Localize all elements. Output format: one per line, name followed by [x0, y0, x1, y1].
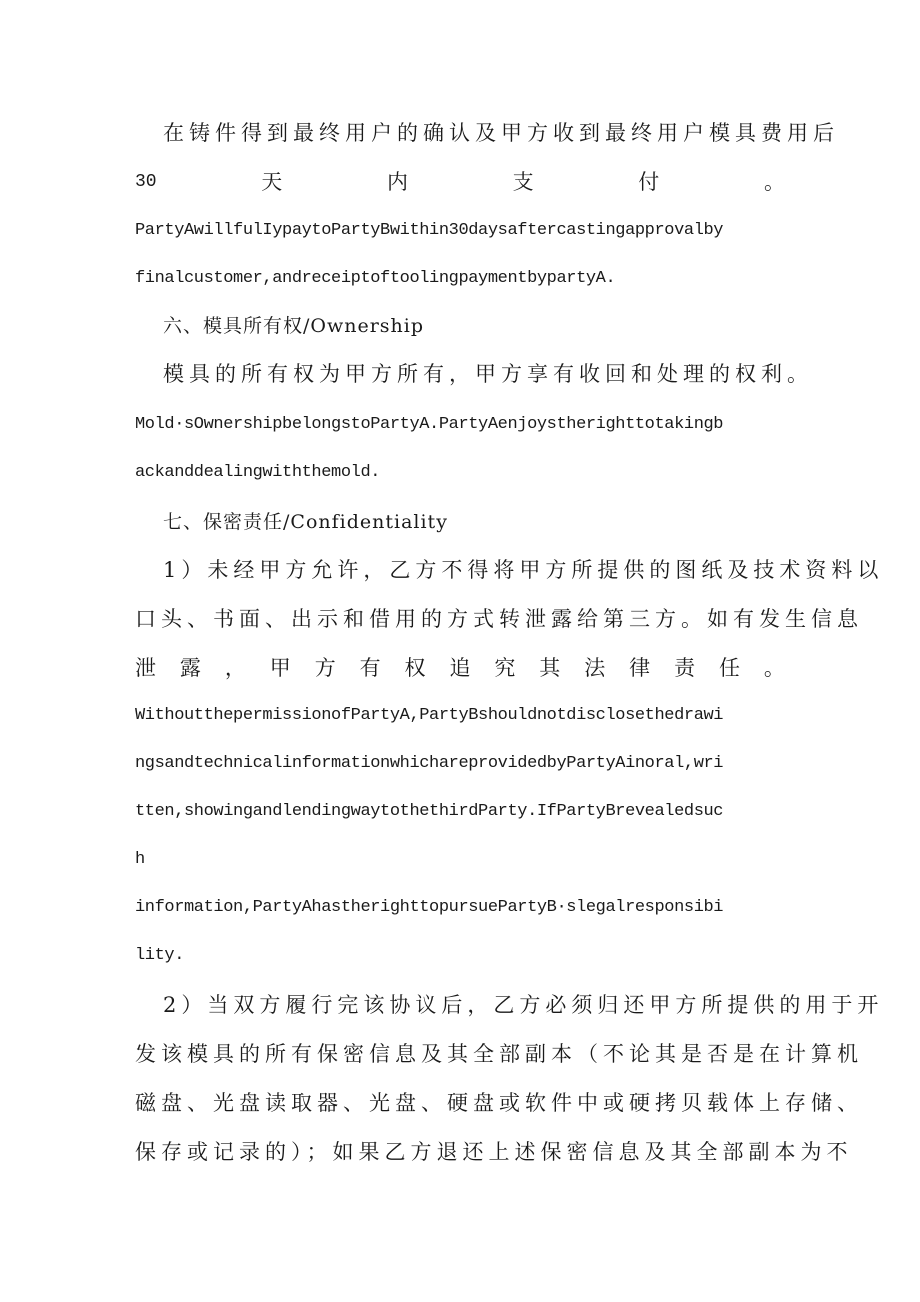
spread-char: 律 — [629, 656, 651, 680]
section-heading: 六、模具所有权/Ownership — [163, 315, 425, 337]
spread-char: 追 — [449, 656, 471, 680]
text-line: Mold·sOwnershipbelongstoPartyA.PartyAenjoystherighttotakingb — [135, 415, 724, 434]
text-line: 保存或记录的）；如果乙方退还上述保密信息及其全部副本为不 — [135, 1140, 853, 1164]
text-line: ngsandtechnicalinformationwhichareprovidedbyPartyAinoral,wri — [135, 754, 724, 773]
spread-char: 。 — [763, 656, 785, 680]
text-line: tten,showingandlendingwaytothethirdParty.IfPartyBrevealedsuc — [135, 802, 724, 821]
spread-char: 任 — [718, 656, 740, 680]
text-line: lity. — [135, 946, 185, 965]
spread-char: 。 — [763, 170, 785, 194]
text-line: ackanddealingwiththemold. — [135, 463, 381, 482]
text-line: finalcustomer,andreceiptoftoolingpaymentbypartyA. — [135, 269, 616, 288]
spread-char: 责 — [674, 656, 696, 680]
spread-text-line — [135, 655, 787, 681]
spread-char: 甲 — [269, 656, 291, 680]
spread-char: 泄 — [135, 656, 156, 680]
text-line: 2）当双方履行完该协议后，乙方必须归还甲方所提供的用于开 — [163, 993, 884, 1017]
text-line: 1）未经甲方允许，乙方不得将甲方所提供的图纸及技术资料以 — [163, 558, 884, 582]
text-line: 发该模具的所有保密信息及其全部副本（不论其是否是在计算机 — [135, 1042, 863, 1066]
spread-char: 天 — [261, 170, 283, 194]
spread-char: 权 — [404, 656, 426, 680]
spread-char: 究 — [494, 656, 516, 680]
spread-text-line — [135, 169, 787, 195]
spread-char: ， — [224, 656, 246, 680]
spread-char: 方 — [314, 656, 336, 680]
spread-char: 露 — [179, 656, 201, 680]
spread-char: 法 — [584, 656, 606, 680]
text-line: h — [135, 850, 145, 869]
spread-char: 有 — [359, 656, 381, 680]
spread-char: 其 — [539, 656, 561, 680]
spread-char: 支 — [512, 170, 534, 194]
spread-char: 内 — [386, 170, 408, 194]
text-line: WithoutthepermissionofPartyA,PartyBshouldnotdisclosethedrawi — [135, 706, 724, 725]
spread-char: 付 — [638, 170, 660, 194]
spread-char: 30 — [135, 172, 157, 192]
section-heading: 七、保密责任/Confidentiality — [163, 511, 448, 533]
text-line: 口头、书面、出示和借用的方式转泄露给第三方。如有发生信息 — [135, 607, 863, 631]
text-line: 磁盘、光盘读取器、光盘、硬盘或软件中或硬拷贝载体上存储、 — [135, 1091, 863, 1115]
text-line: information,PartyAhastherighttopursuePartyB·slegalresponsibi — [135, 898, 724, 917]
text-line: PartyAwillfulIypaytoPartyBwithin30daysaftercastingapprovalby — [135, 221, 724, 240]
text-line: 在铸件得到最终用户的确认及甲方收到最终用户模具费用后 — [163, 121, 839, 145]
text-line: 模具的所有权为甲方所有，甲方享有收回和处理的权利。 — [163, 362, 813, 386]
